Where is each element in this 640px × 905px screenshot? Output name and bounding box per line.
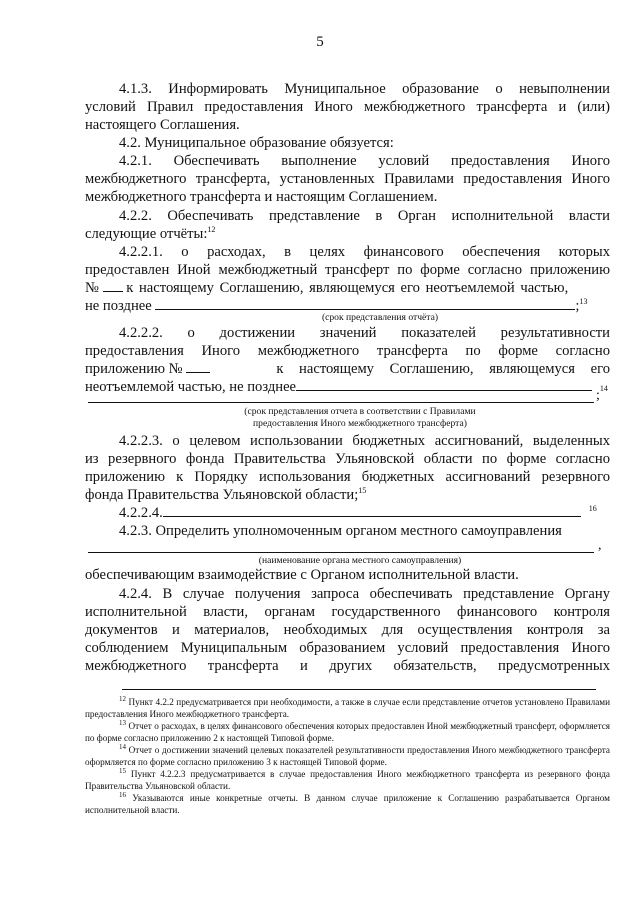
paragraph-4-1-3-line3: настоящего Соглашения. — [85, 117, 240, 133]
comma: , — [598, 538, 602, 553]
paragraph-4-2-2-line1: 4.2.2. Обеспечивать представление в Орган исполнительной власти — [119, 208, 610, 224]
paragraph-4-2: 4.2. Муниципальное образование обязуется: — [119, 135, 394, 151]
paragraph-4-2-4-line5: межбюджетного трансферта и других обязательств, предусмотренных — [85, 658, 610, 674]
footnote-15: $^{15}$ Пункт 4.2.2.3 предусматривается в случае предоставления Иного межбюджетного трансферта из резервного фонда Правительства Ульяновской области. — [85, 766, 611, 791]
deadline-blank-2-cont — [88, 402, 594, 403]
other-reports-blank — [163, 504, 581, 517]
paragraph-4-2-2-2-line3: приложению № к настоящему Соглашению, являющемуся его — [85, 361, 610, 377]
footnote-13: $^{13}$ Отчет о расходах, в целях финансового обеспечения которых предоставлен Иной межбюджетный трансферт, оформляется по форме согласно приложению 2 к настоящей Типовой форме. — [85, 718, 611, 743]
paragraph-4-2-3: 4.2.3. Определить уполномоченным органом местного самоуправления — [119, 523, 562, 539]
footnote-ref-15: 15 — [358, 486, 367, 496]
paragraph-4-2-2-2-line2: предоставления Иного межбюджетного трансферта по форме согласно — [85, 343, 610, 359]
paragraph-4-2-4-line1: 4.2.4. В случае получения запроса обеспечивать представление Органу — [119, 586, 610, 602]
deadline-blank-2 — [296, 378, 592, 391]
paragraph-4-2-2-2-line1: 4.2.2.2. о достижении значений показателей результативности — [119, 325, 610, 341]
caption-report-deadline: (срок представления отчёта) — [321, 312, 439, 323]
paragraph-4-2-2-2-line4: неотъемлемой частью, не позднее — [85, 378, 610, 397]
paragraph-4-2-4-line2: исполнительной власти, органам государственного финансового контроля — [85, 604, 610, 620]
paragraph-4-2-2-1-line1: 4.2.2.1. о расходах, в целях финансового обеспечения которых — [119, 244, 610, 260]
paragraph-4-2-1-line2: межбюджетного трансферта, установленных Правилами предоставления Иного — [85, 171, 610, 187]
report-deadline-blank — [155, 297, 575, 310]
footnote-separator — [122, 689, 596, 690]
appendix-number-blank-2 — [186, 360, 210, 373]
paragraph-4-2-2-4: 4.2.2.4. $^{16}$ — [119, 504, 597, 521]
paragraph-4-2-2-line2: следующие отчёты:$^{12}$ — [85, 225, 216, 242]
footnote-ref-14: 14 — [599, 384, 608, 394]
paragraph-4-2-4-line4: соблюдением Муниципальным образованием условий предоставления Иного — [85, 640, 610, 656]
caption-authority-name: (наименование органа местного самоуправления) — [258, 555, 462, 566]
paragraph-4-2-2-3-line4: фонда Правительства Ульяновской области;$^{15}$ — [85, 486, 367, 503]
paragraph-4-2-3-cont: обеспечивающим взаимодействие с Органом исполнительной власти. — [85, 567, 519, 583]
page-number: 5 — [316, 34, 324, 50]
paragraph-4-2-4-line3: документов и материалов, необходимых для осуществления контроля за — [85, 622, 610, 638]
authority-name-blank — [88, 552, 594, 553]
footnote-16: $^{16}$ Указываются иные конкретные отчеты. В данном случае приложение к Соглашению разрабатывается Органом исполнительной власти. — [85, 790, 610, 815]
paragraph-4-2-2-3-line1: 4.2.2.3. о целевом использовании бюджетных ассигнований, выделенных — [119, 433, 610, 449]
paragraph-4-1-3-line1: 4.1.3. Информировать Муниципальное образование о невыполнении — [119, 81, 610, 97]
paragraph-4-2-2-1-line4: не позднее ;$^{13}$ — [85, 297, 588, 314]
footnote-14: $^{14}$ Отчет о достижении значений целевых показателей результативности предоставления Иного межбюджетного трансферта оформляется по форме согласно приложению 3 к настоящей Типовой форме. — [85, 742, 611, 767]
footnote-12: $^{12}$ Пункт 4.2.2 предусматривается при необходимости, а также в случае если представление отчетов установлено Правилами предоставления Иного межбюджетного трансферта. — [85, 694, 610, 719]
footnote-ref-16: 16 — [588, 504, 597, 514]
semicolon: ;$^{14}$ — [596, 384, 608, 403]
appendix-number-blank — [103, 279, 123, 292]
paragraph-4-2-2-1-line3: № к настоящему Соглашению, являющемуся его неотъемлемой частью, — [85, 280, 569, 296]
footnote-ref-12: 12 — [207, 225, 216, 235]
paragraph-4-2-2-1-line2: предоставлен Иной межбюджетный трансферт по форме согласно приложению — [85, 262, 610, 278]
footnote-ref-13: 13 — [579, 297, 588, 307]
paragraph-4-1-3-line2: условий Правил предоставления Иного межбюджетного трансферта и (или) — [85, 99, 610, 115]
paragraph-4-2-2-3-line2: из резервного фонда Правительства Ульяновской области по форме согласно — [85, 451, 610, 467]
paragraph-4-2-2-3-line3: приложению к Порядку использования бюджетных ассигнований резервного — [85, 469, 610, 485]
paragraph-4-2-1-line1: 4.2.1. Обеспечивать выполнение условий предоставления Иного — [119, 153, 610, 169]
caption-report-deadline-2: (срок представления отчета в соответствии с Правилами предоставления Иного межбюджетного трансферта) — [244, 406, 476, 429]
paragraph-4-2-1-line3: межбюджетного трансферта и настоящим Соглашением. — [85, 189, 438, 205]
